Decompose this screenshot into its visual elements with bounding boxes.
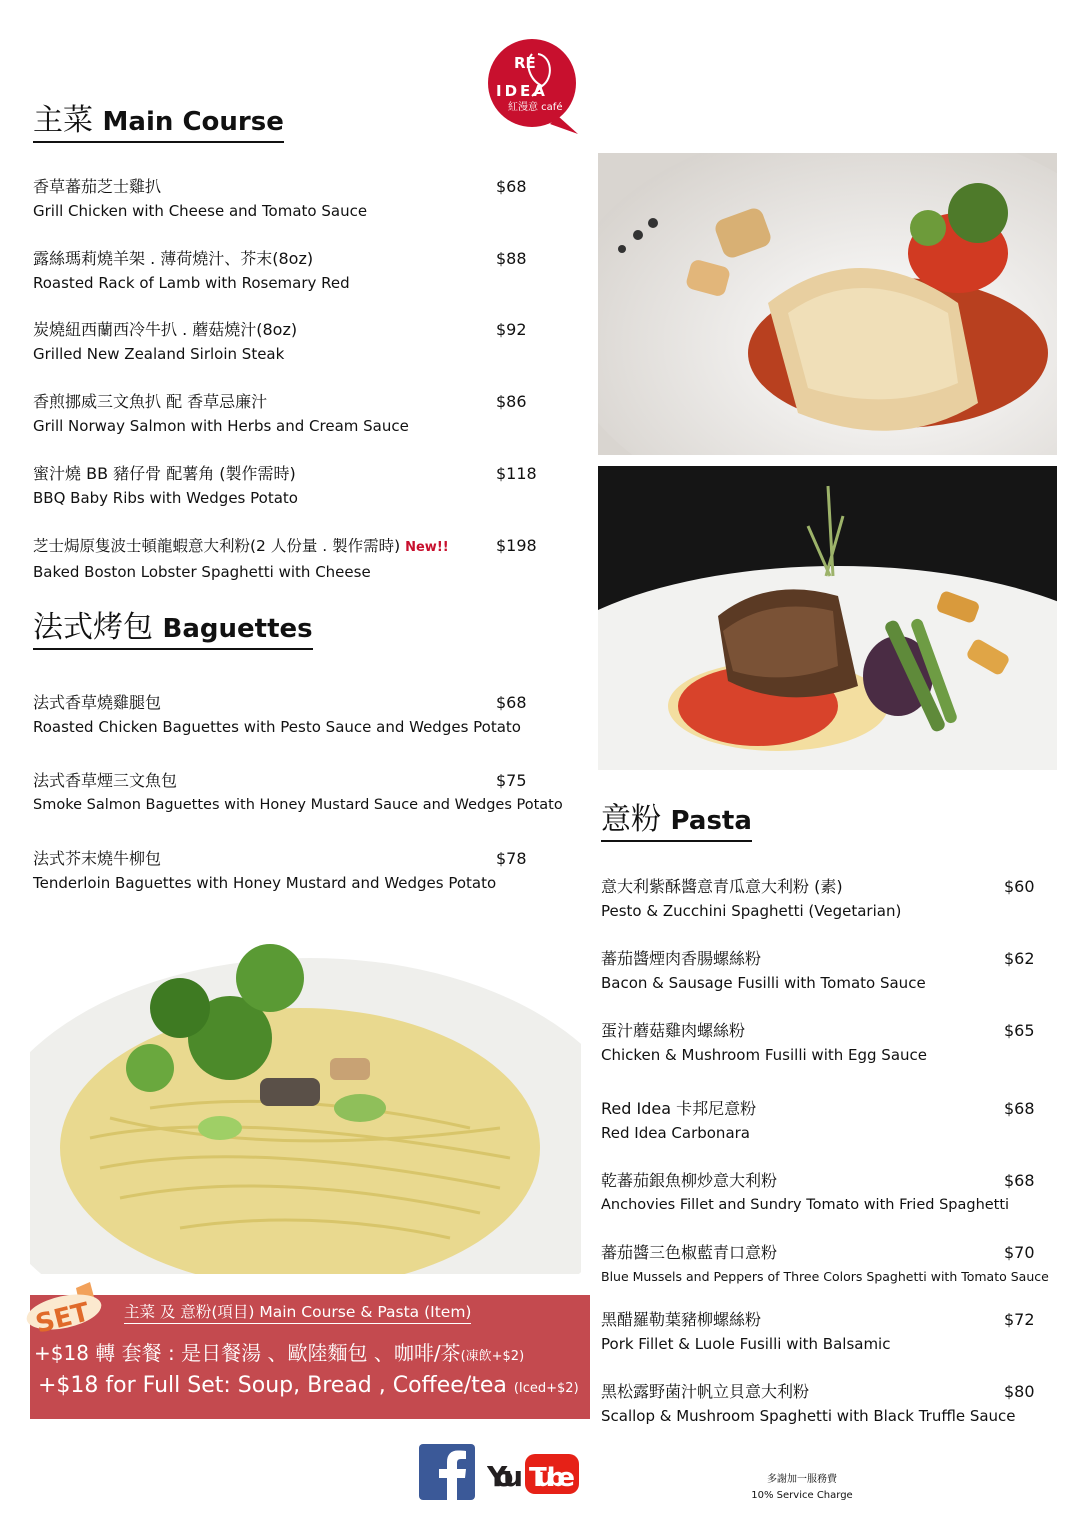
baguettes-title-zh: 法式烤包 — [33, 610, 153, 645]
menu-item — [601, 1381, 1041, 1427]
menu-item — [601, 1170, 1041, 1216]
item-name-en: Scallop & Mushroom Spaghetti with Black Truffle Sauce — [601, 1407, 1016, 1425]
menu-item — [601, 1309, 1041, 1355]
item-name-zh: 蕃茄醬煙肉香腸螺絲粉 — [601, 949, 762, 968]
youtube-label-you: You — [487, 1460, 523, 1493]
item-price: $60 — [1004, 877, 1035, 896]
menu-item — [33, 535, 563, 583]
item-name-en: Chicken & Mushroom Fusilli with Egg Sauce — [601, 1046, 928, 1064]
item-name-zh: 香草蕃茄芝士雞扒 — [33, 177, 162, 196]
item-price: $68 — [1004, 1171, 1035, 1190]
item-name-en: Smoke Salmon Baguettes with Honey Mustard Sauce and Wedges Potato — [33, 797, 563, 813]
item-name-zh: 香煎挪威三文魚扒 配 香草忌廉汁 — [33, 392, 268, 411]
item-name-zh: 露絲瑪莉燒羊架 . 薄荷燒汁、芥末(8oz) — [33, 249, 314, 268]
menu-item — [33, 248, 553, 294]
baguettes-title-en: Baguettes — [162, 614, 313, 644]
facebook-icon[interactable] — [419, 1444, 475, 1500]
logo-text-idea: IDEA — [496, 82, 548, 100]
item-name-zh: 炭燒紐西蘭西冷牛扒 . 蘑菇燒汁(8oz) — [33, 320, 298, 339]
menu-item — [33, 692, 573, 738]
item-name-zh: 蜜汁燒 BB 豬仔骨 配薯角 (製作需時) — [33, 464, 296, 483]
item-name-zh: 芝士焗原隻波士頓龍蝦意大利粉(2 人份量 . 製作需時) — [33, 537, 401, 555]
main-course-heading — [33, 104, 284, 143]
pasta-dish-photo — [30, 908, 581, 1274]
service-charge-note — [740, 1472, 864, 1504]
logo-text-re: RE — [514, 54, 536, 72]
item-price: $118 — [496, 464, 537, 483]
item-name-en: Tenderloin Baguettes with Honey Mustard and Wedges Potato — [33, 874, 497, 892]
item-name-en: Blue Mussels and Peppers of Three Colors Spaghetti with Tomato Sauce — [601, 1269, 1049, 1284]
item-name-zh: 黑醋羅勒葉豬柳螺絲粉 — [601, 1310, 762, 1329]
item-price: $75 — [496, 771, 527, 790]
item-name-zh: 乾蕃茄銀魚柳炒意大利粉 — [601, 1171, 778, 1190]
menu-item — [33, 391, 553, 437]
item-name-zh: Red Idea 卡邦尼意粉 — [601, 1099, 757, 1118]
menu-item — [601, 1020, 1041, 1066]
set-badge-text: SET — [32, 1297, 93, 1338]
pasta-title-zh: 意粉 — [601, 802, 661, 837]
item-name-en: Grilled New Zealand Sirloin Steak — [33, 345, 285, 363]
item-price: $198 — [496, 536, 537, 555]
set-offer-line-en — [38, 1371, 579, 1404]
menu-item — [601, 1242, 1049, 1288]
item-price: $86 — [496, 392, 527, 411]
menu-item — [601, 876, 1041, 922]
item-name-en: Pork Fillet & Luole Fusilli with Balsamic — [601, 1335, 891, 1353]
menu-item — [33, 463, 553, 509]
main-course-title-en: Main Course — [102, 107, 284, 137]
set-offer-line-zh — [34, 1339, 524, 1371]
item-price: $88 — [496, 249, 527, 268]
service-charge-zh: 多謝加一服務費 — [767, 1474, 837, 1485]
item-price: $70 — [1004, 1243, 1035, 1262]
chicken-dish-photo — [598, 153, 1057, 455]
item-price: $68 — [496, 693, 527, 712]
menu-item — [33, 848, 573, 894]
item-price: $78 — [496, 849, 527, 868]
menu-item — [601, 948, 1041, 994]
item-name-en: Bacon & Sausage Fusilli with Tomato Sauce — [601, 974, 926, 992]
item-price: $92 — [496, 320, 527, 339]
item-name-en: Anchovies Fillet and Sundry Tomato with Fried Spaghetti — [601, 1197, 1010, 1213]
set-offer-note-zh: (凍飲+$2) — [460, 1349, 525, 1364]
youtube-label-tube: Tube — [529, 1463, 575, 1493]
item-name-zh: 黑松露野菌汁帆立貝意大利粉 — [601, 1382, 810, 1401]
set-offer-heading: 主菜 及 意粉(項目) Main Course & Pasta (Item) — [124, 1301, 471, 1324]
item-name-en: BBQ Baby Ribs with Wedges Potato — [33, 489, 298, 507]
item-name-en: Grill Norway Salmon with Herbs and Cream Sauce — [33, 417, 409, 435]
set-badge — [24, 1282, 124, 1338]
set-offer-note-en: (Iced+$2) — [513, 1381, 579, 1396]
set-offer-text-en: +$18 for Full Set: Soup, Bread , Coffee/tea — [38, 1373, 507, 1398]
item-name-en: Grill Chicken with Cheese and Tomato Sauce — [33, 202, 368, 220]
logo-text-cafe: 紅漫意 café — [508, 102, 563, 113]
item-price: $80 — [1004, 1382, 1035, 1401]
item-price: $72 — [1004, 1310, 1035, 1329]
set-offer-text-zh: +$18 轉 套餐 : 是日餐湯 、歐陸麵包 、咖啡/茶 — [34, 1341, 461, 1365]
item-name-zh: 蛋汁蘑菇雞肉螺絲粉 — [601, 1021, 746, 1040]
item-name-zh: 蕃茄醬三色椒藍青口意粉 — [601, 1243, 778, 1262]
menu-item — [33, 770, 573, 816]
item-price: $65 — [1004, 1021, 1035, 1040]
item-name-zh: 法式香草燒雞腿包 — [33, 693, 162, 712]
youtube-icon[interactable] — [487, 1450, 579, 1496]
item-name-en: Roasted Chicken Baguettes with Pesto Sauce and Wedges Potato — [33, 718, 521, 736]
item-name-en: Pesto & Zucchini Spaghetti (Vegetarian) — [601, 902, 902, 920]
pasta-title-en: Pasta — [670, 806, 752, 836]
steak-dish-photo — [598, 466, 1057, 770]
item-name-en: Roasted Rack of Lamb with Rosemary Red — [33, 274, 350, 292]
item-name-zh: 法式芥末燒牛柳包 — [33, 849, 162, 868]
item-name-zh: 法式香草煙三文魚包 — [33, 771, 178, 790]
item-price: $68 — [496, 177, 527, 196]
item-price: $62 — [1004, 949, 1035, 968]
brand-logo — [484, 38, 580, 134]
menu-item — [33, 319, 553, 365]
baguettes-heading — [33, 611, 313, 650]
item-name-en: Red Idea Carbonara — [601, 1124, 750, 1142]
main-course-title-zh: 主菜 — [33, 103, 93, 138]
item-name-zh: 意大利紫酥醬意青瓜意大利粉 (素) — [601, 877, 843, 896]
item-name-en: Baked Boston Lobster Spaghetti with Cheese — [33, 563, 371, 581]
new-badge: New!! — [405, 540, 449, 555]
item-price: $68 — [1004, 1099, 1035, 1118]
menu-item — [601, 1098, 1041, 1144]
service-charge-en: 10% Service Charge — [751, 1490, 853, 1501]
pasta-heading — [601, 803, 752, 842]
menu-item — [33, 176, 553, 222]
